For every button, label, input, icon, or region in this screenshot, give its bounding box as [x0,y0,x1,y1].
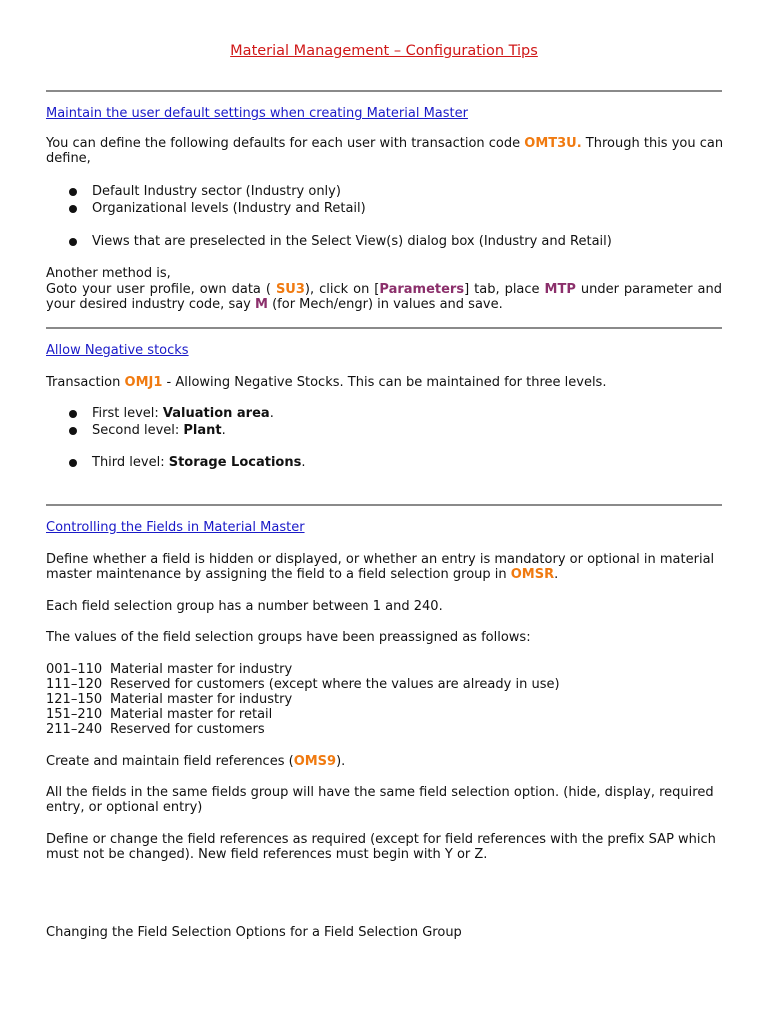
list-item: Organizational levels (Industry and Retail) [92,201,366,216]
bullet-dot [69,410,77,418]
transaction-code: OMSR [510,567,555,582]
text: . [554,567,559,582]
text: Goto your user profile, own data ( [46,282,276,297]
transaction-code: OMJ1 [124,375,163,390]
paragraph-same-fields-line1: All the fields in the same fields group will have the same field selection option. (hide, display, required [46,785,714,800]
paragraph-change-refs-line2: must not be changed). New field references must begin with Y or Z. [46,847,488,862]
paragraph-goto-line1 [46,282,722,297]
paragraph-define-line1: Define whether a field is hidden or displayed, or whether an entry is mandatory or optional in material [46,552,715,567]
paragraph-change-refs-line1: Define or change the field references as required (except for field references with the prefix SAP which [46,832,716,847]
transaction-code: OMS9 [293,754,337,769]
text: (for Mech/engr) in values and save. [267,297,503,312]
text: First level: [92,406,163,421]
bullet-dot [69,238,77,246]
list-item: Default Industry sector (Industry only) [92,184,341,199]
text: You can define the following defaults for each user with transaction code [46,136,525,151]
range-description: Material master for industry [110,662,293,677]
list-item [92,406,274,421]
text: . [301,455,306,470]
bullet-dot [69,459,77,467]
text: Third level: [92,455,169,470]
list-item [92,423,226,438]
section-heading-controlling-fields[interactable]: Controlling the Fields in Material Master [46,520,305,535]
text: Transaction [46,375,125,390]
text: - Allowing Negative Stocks. This can be maintained for three levels. [162,375,607,390]
paragraph-preassigned: The values of the field selection groups have been preassigned as follows: [46,630,531,645]
text: . [269,406,274,421]
list-item [92,455,306,470]
range-row [46,662,292,677]
text: . [221,423,226,438]
paragraph-changing-options: Changing the Field Selection Options for a Field Selection Group [46,925,462,940]
range-row [46,692,292,707]
parameters-tab-label: Parameters [379,282,465,297]
bullet-dot [69,427,77,435]
transaction-code: SU3 [275,282,305,297]
range-row [46,707,272,722]
text: your desired industry code, say [46,297,256,312]
range-value: 151–210 [46,707,103,722]
text: ). [336,754,346,769]
range-value: 001–110 [46,662,103,677]
text: Through this you can [581,136,724,151]
text: Storage Locations [168,455,302,470]
bullet-dot [69,188,77,196]
text: Create and maintain field references ( [46,754,294,769]
paragraph-field-references [46,754,345,769]
paragraph-goto-line2 [46,297,503,312]
range-row [46,677,560,692]
range-description: Material master for industry [110,692,293,707]
paragraph-same-fields-line2: entry, or optional entry) [46,800,203,815]
range-value: 111–120 [46,677,103,692]
paragraph-intro-line2: define, [46,151,91,166]
range-value: 211–240 [46,722,103,737]
text: Plant [183,423,222,438]
transaction-code: OMT3U. [524,136,582,151]
paragraph-number-range: Each field selection group has a number between 1 and 240. [46,599,443,614]
bullet-dot [69,205,77,213]
paragraph-another: Another method is, [46,266,171,281]
range-description: Reserved for customers (except where the values are already in use) [110,677,560,692]
paragraph-define-line2 [46,567,558,582]
paragraph-transaction [46,375,606,390]
range-description: Reserved for customers [110,722,265,737]
range-value: 121–150 [46,692,103,707]
list-item: Views that are preselected in the Select View(s) dialog box (Industry and Retail) [92,234,612,249]
range-row [46,722,265,737]
text: ] tab, place [464,282,545,297]
range-description: Material master for retail [110,707,273,722]
text: Second level: [92,423,184,438]
divider [46,327,722,329]
section-heading-user-defaults[interactable]: Maintain the user default settings when creating Material Master [46,106,468,121]
industry-code: M [255,297,268,312]
text: master maintenance by assigning the field to a field selection group in [46,567,511,582]
text: under parameter and [575,282,722,297]
parameter-code: MTP [544,282,576,297]
text: Valuation area [162,406,270,421]
paragraph-intro-line1 [46,136,723,151]
text: ), click on [ [304,282,380,297]
page-title: Material Management – Configuration Tips [230,43,538,59]
divider [46,504,722,506]
section-heading-negative-stocks[interactable]: Allow Negative stocks [46,343,189,358]
divider [46,90,722,92]
